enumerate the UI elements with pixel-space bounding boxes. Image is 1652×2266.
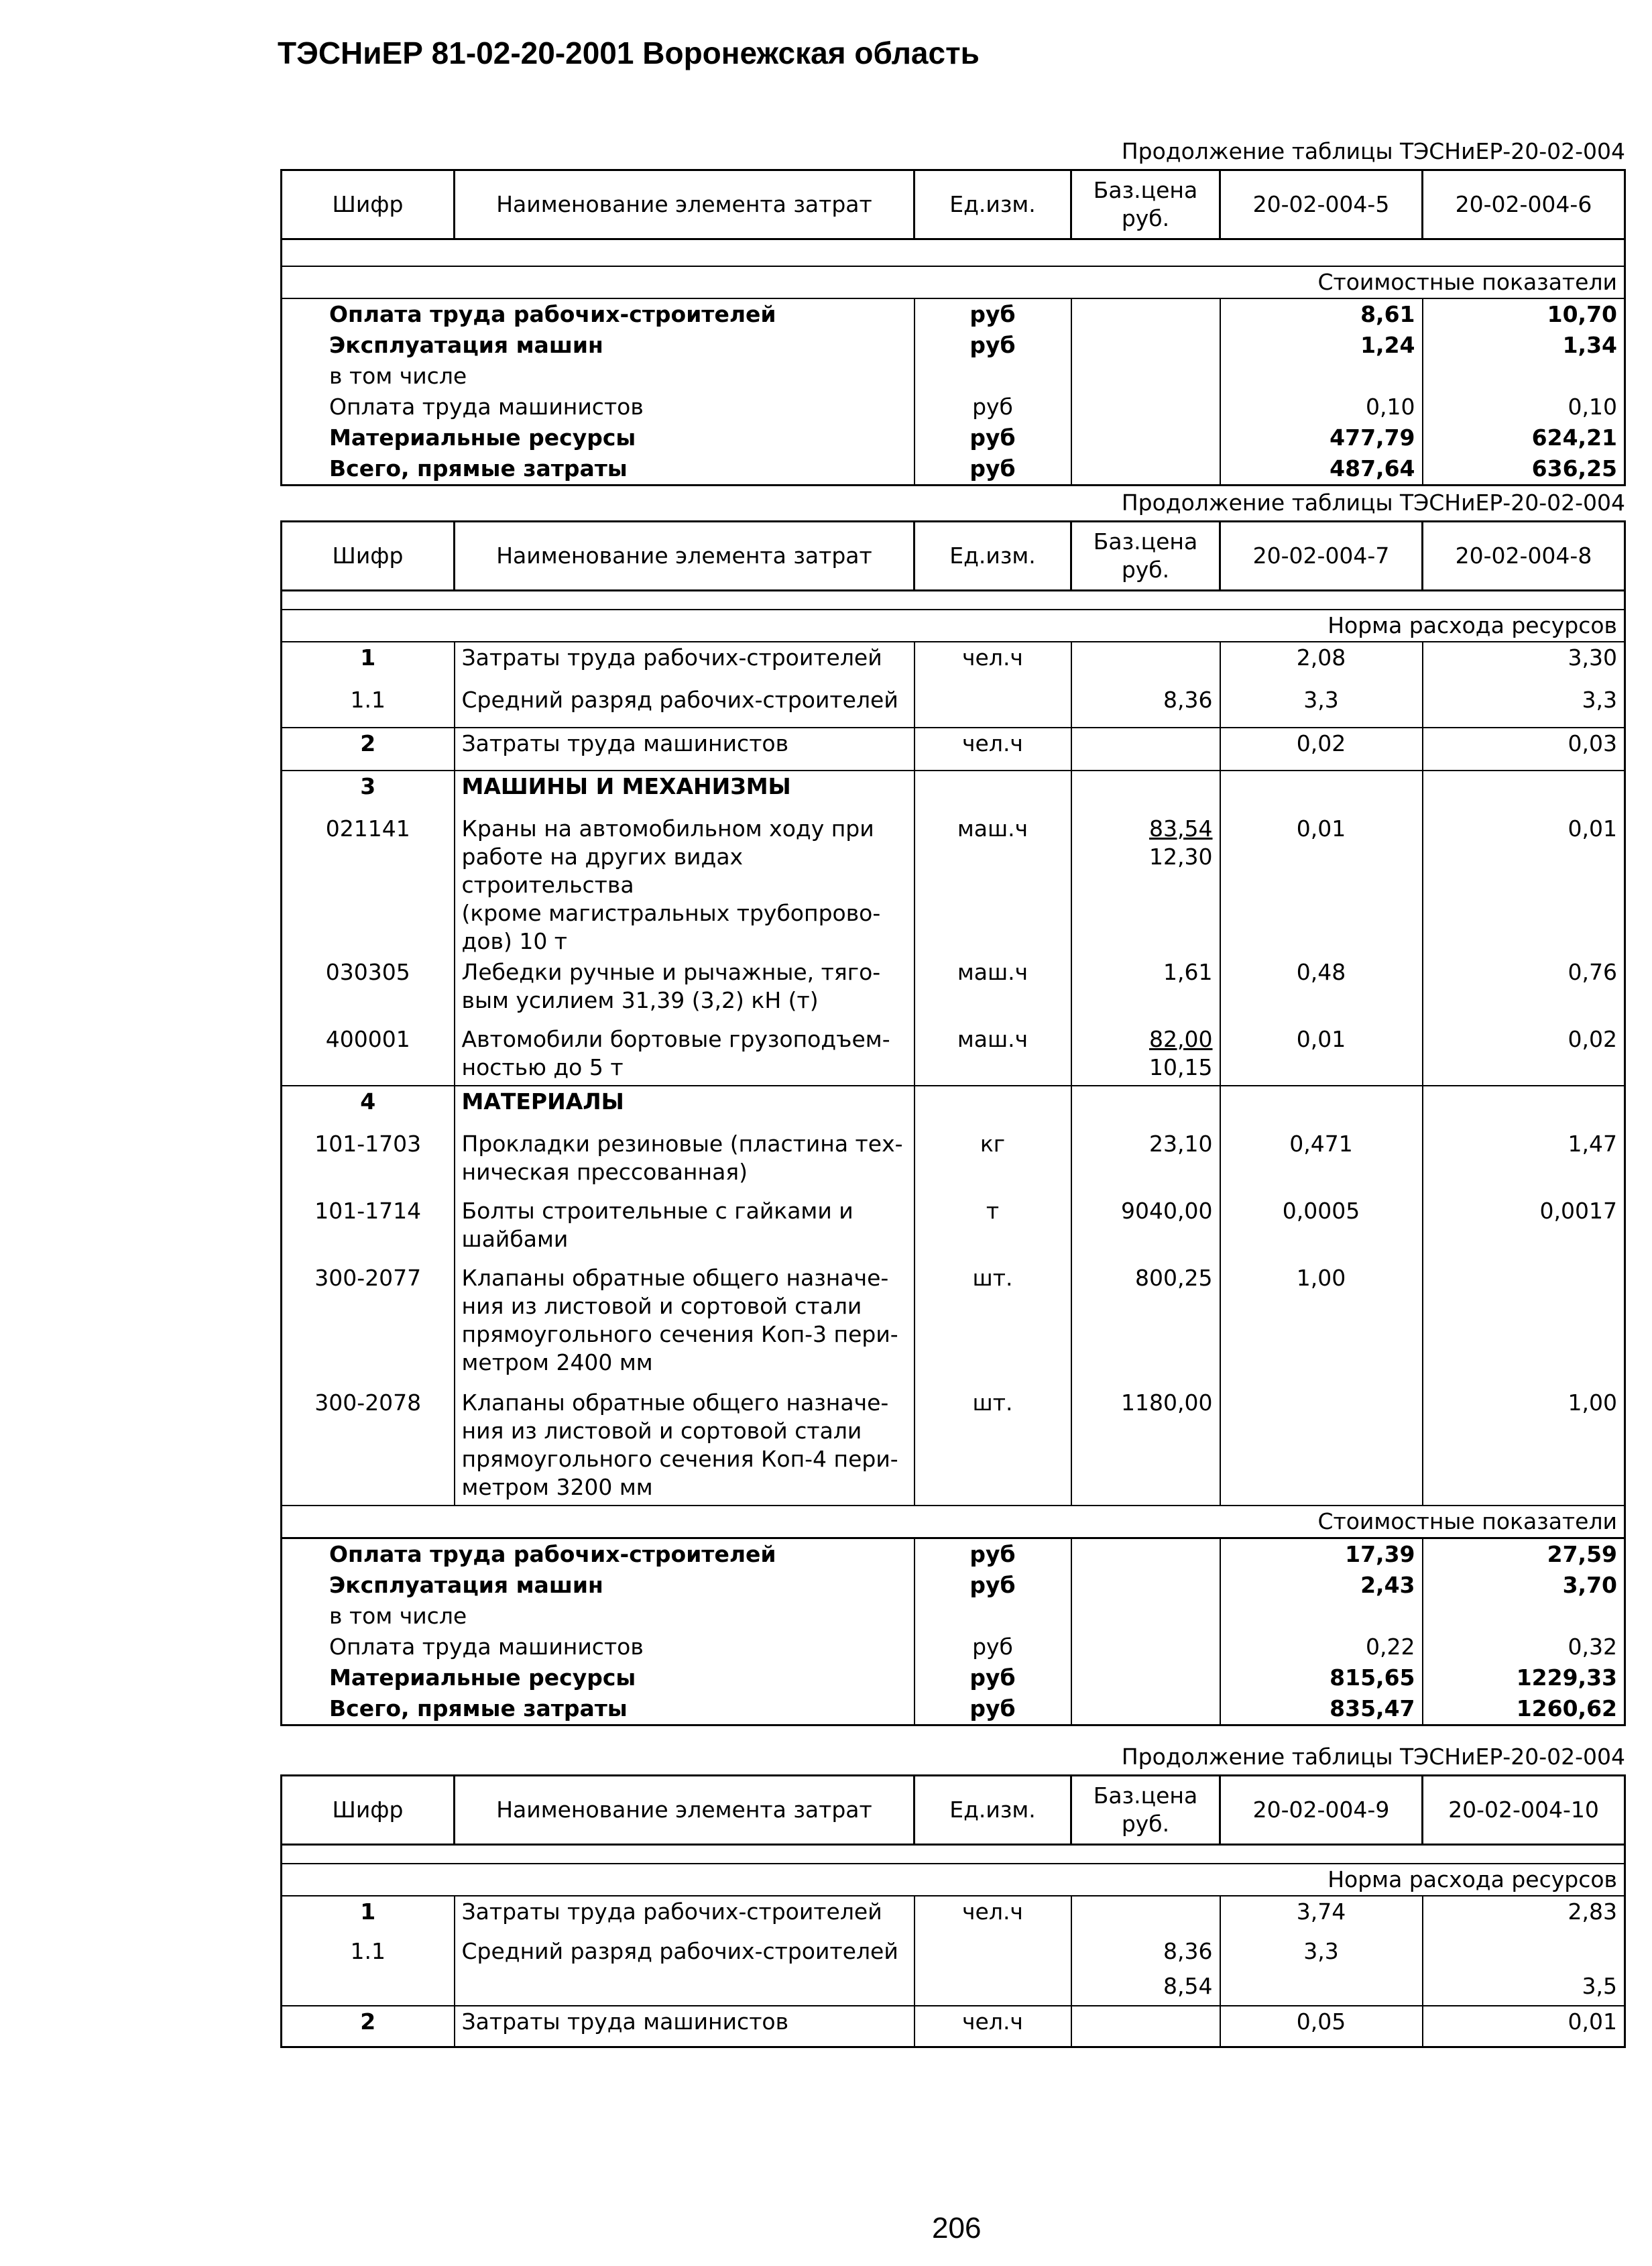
table-header — [282, 170, 1625, 239]
row-value-b: 1229,33 — [1423, 1662, 1625, 1693]
table-row — [282, 361, 1625, 392]
row-value-b — [1423, 1263, 1625, 1387]
row-value-b: 0,01 — [1423, 2006, 1625, 2047]
header-unit: Ед.изм. — [914, 170, 1071, 239]
row-value-a: 2,08 — [1220, 642, 1423, 685]
header-col-a: 20-02-004-5 — [1220, 170, 1423, 239]
row-unit: руб — [914, 298, 1071, 330]
table-row — [282, 771, 1625, 813]
header-col-b: 20-02-004-10 — [1423, 1776, 1625, 1845]
table-row — [282, 1538, 1625, 1570]
section-cost-label: Стоимостные показатели — [282, 266, 1625, 298]
row-value-a: 835,47 — [1220, 1693, 1423, 1725]
row-name: Лебедки ручные и рычажные, тяго- вым усилием 31,39 (3,2) кН (т) — [455, 957, 914, 1024]
row-value-b: 2,83 — [1423, 1896, 1625, 1936]
row-value-a: 3,74 — [1220, 1896, 1423, 1936]
section-norm-label: Норма расхода ресурсов — [282, 610, 1625, 642]
row-unit: шт. — [914, 1263, 1071, 1387]
row-name: Эксплуатация машин — [282, 330, 914, 361]
row-value-a: 8,61 — [1220, 298, 1423, 330]
row-unit: т — [914, 1196, 1071, 1263]
row-value-b: 3,3 — [1423, 685, 1625, 728]
cost-table-3 — [280, 1774, 1626, 2048]
table-row — [282, 1693, 1625, 1725]
table-row — [282, 1024, 1625, 1086]
row-unit: шт. — [914, 1387, 1071, 1506]
row-value-a: 2,43 — [1220, 1570, 1423, 1601]
row-code: 300-2077 — [282, 1263, 455, 1387]
row-name: Средний разряд рабочих-строителей — [455, 1936, 914, 2006]
table-row — [282, 392, 1625, 422]
row-value-a: 0,471 — [1220, 1129, 1423, 1196]
row-code: 3 — [282, 771, 455, 813]
table-row — [282, 1263, 1625, 1387]
row-name: Затраты труда рабочих-строителей — [455, 642, 914, 685]
continuation-label-3: Продолжение таблицы ТЭСНиЕР-20-02-004 — [1121, 1744, 1625, 1770]
row-value-a: 17,39 — [1220, 1538, 1423, 1570]
row-price: 1,61 — [1071, 957, 1220, 1024]
row-code: 300-2078 — [282, 1387, 455, 1506]
row-value-a: 1,00 — [1220, 1263, 1423, 1387]
row-value-a: 0,02 — [1220, 728, 1423, 771]
row-name: Материальные ресурсы — [282, 1662, 914, 1693]
row-value-b: 0,76 — [1423, 957, 1625, 1024]
row-unit: руб — [914, 422, 1071, 453]
row-unit: маш.ч — [914, 957, 1071, 1024]
section-norm-label: Норма расхода ресурсов — [282, 1864, 1625, 1896]
row-value-b: 0,01 — [1423, 813, 1625, 957]
row-unit: чел.ч — [914, 1896, 1071, 1936]
row-code: 1 — [282, 642, 455, 685]
row-name: Оплата труда машинистов — [282, 392, 914, 422]
row-unit: чел.ч — [914, 2006, 1071, 2047]
row-price: 1180,00 — [1071, 1387, 1220, 1506]
table-row — [282, 1086, 1625, 1129]
row-value-a: 1,24 — [1220, 330, 1423, 361]
row-name: Оплата труда рабочих-строителей — [282, 298, 914, 330]
row-value-b: 3,70 — [1423, 1570, 1625, 1601]
row-code: 2 — [282, 728, 455, 771]
row-code: 030305 — [282, 957, 455, 1024]
continuation-label-2: Продолжение таблицы ТЭСНиЕР-20-02-004 — [1121, 490, 1625, 516]
row-code: 1.1 — [282, 1936, 455, 2006]
row-value-a: 477,79 — [1220, 422, 1423, 453]
section-cost-label: Стоимостные показатели — [282, 1506, 1625, 1538]
row-unit: чел.ч — [914, 728, 1071, 771]
row-name: Эксплуатация машин — [282, 1570, 914, 1601]
header-name: Наименование элемента затрат — [455, 1776, 914, 1845]
row-unit: чел.ч — [914, 642, 1071, 685]
row-code: 4 — [282, 1086, 455, 1129]
table-row — [282, 1387, 1625, 1506]
table-row — [282, 330, 1625, 361]
table-row — [282, 298, 1625, 330]
table-row — [282, 1896, 1625, 1936]
row-unit: руб — [914, 1570, 1071, 1601]
cost-table-1 — [280, 169, 1626, 486]
row-value-b: 0,02 — [1423, 1024, 1625, 1086]
row-name: Материальные ресурсы — [282, 422, 914, 453]
row-value-a: 0,10 — [1220, 392, 1423, 422]
row-value-b: 3,5 — [1423, 1936, 1625, 2006]
row-name: Затраты труда машинистов — [455, 2006, 914, 2047]
table-header — [282, 522, 1625, 591]
row-name: в том числе — [282, 1601, 914, 1632]
row-code: 1 — [282, 1896, 455, 1936]
row-name: Клапаны обратные общего назначе- ния из листовой и сортовой стали прямоугольного сечения Коп-3 пери- метром 2400 мм — [455, 1263, 914, 1387]
table-row — [282, 813, 1625, 957]
table-row — [282, 1601, 1625, 1632]
table-row — [282, 1662, 1625, 1693]
page-number: 206 — [932, 2212, 982, 2245]
row-value-a: 0,22 — [1220, 1632, 1423, 1662]
header-code: Шифр — [282, 1776, 455, 1845]
row-name: Прокладки резиновые (пластина тех- ническая прессованная) — [455, 1129, 914, 1196]
row-price: 83,54 12,30 — [1071, 813, 1220, 957]
section-name: МАТЕРИАЛЫ — [455, 1086, 914, 1129]
row-price: 8,36 — [1071, 685, 1220, 728]
table-row — [282, 422, 1625, 453]
row-value-a — [1220, 1387, 1423, 1506]
table-row — [282, 1570, 1625, 1601]
row-value-a: 0,48 — [1220, 957, 1423, 1024]
row-value-b: 0,32 — [1423, 1632, 1625, 1662]
row-value-a: 487,64 — [1220, 453, 1423, 486]
row-name: Средний разряд рабочих-строителей — [455, 685, 914, 728]
row-value-b: 636,25 — [1423, 453, 1625, 486]
header-name: Наименование элемента затрат — [455, 522, 914, 591]
header-unit: Ед.изм. — [914, 522, 1071, 591]
row-value-a: 3,3 — [1220, 685, 1423, 728]
table-row — [282, 728, 1625, 771]
row-value-b: 1,00 — [1423, 1387, 1625, 1506]
header-name: Наименование элемента затрат — [455, 170, 914, 239]
row-unit: руб — [914, 1538, 1071, 1570]
row-value-b: 10,70 — [1423, 298, 1625, 330]
header-price: Баз.цена руб. — [1071, 522, 1220, 591]
table-row — [282, 1936, 1625, 2006]
table-row — [282, 957, 1625, 1024]
row-name: Автомобили бортовые грузоподъем- ностью до 5 т — [455, 1024, 914, 1086]
table-row — [282, 642, 1625, 685]
row-unit: маш.ч — [914, 813, 1071, 957]
row-name: Оплата труда рабочих-строителей — [282, 1538, 914, 1570]
row-name: в том числе — [282, 361, 914, 392]
row-value-a: 0,05 — [1220, 2006, 1423, 2047]
row-unit: руб — [914, 330, 1071, 361]
row-code: 101-1714 — [282, 1196, 455, 1263]
row-value-b: 1,34 — [1423, 330, 1625, 361]
header-col-b: 20-02-004-8 — [1423, 522, 1625, 591]
table-row — [282, 685, 1625, 728]
header-col-a: 20-02-004-7 — [1220, 522, 1423, 591]
row-value-b: 1260,62 — [1423, 1693, 1625, 1725]
header-col-b: 20-02-004-6 — [1423, 170, 1625, 239]
header-code: Шифр — [282, 522, 455, 591]
row-unit: руб — [914, 1693, 1071, 1725]
row-name: Затраты труда машинистов — [455, 728, 914, 771]
section-name: МАШИНЫ И МЕХАНИЗМЫ — [455, 771, 914, 813]
row-unit: кг — [914, 1129, 1071, 1196]
row-name: Затраты труда рабочих-строителей — [455, 1896, 914, 1936]
row-code: 2 — [282, 2006, 455, 2047]
row-price: 9040,00 — [1071, 1196, 1220, 1263]
header-code: Шифр — [282, 170, 455, 239]
row-value-a: 815,65 — [1220, 1662, 1423, 1693]
row-code: 021141 — [282, 813, 455, 957]
row-name: Краны на автомобильном ходу при работе на других видах строительства (кроме магистральных трубопрово- дов) 10 т — [455, 813, 914, 957]
row-name: Всего, прямые затраты — [282, 1693, 914, 1725]
row-value-b: 0,10 — [1423, 392, 1625, 422]
row-unit: руб — [914, 1632, 1071, 1662]
header-price: Баз.цена руб. — [1071, 170, 1220, 239]
continuation-label-1: Продолжение таблицы ТЭСНиЕР-20-02-004 — [1121, 138, 1625, 164]
table-row — [282, 453, 1625, 486]
row-value-b: 1,47 — [1423, 1129, 1625, 1196]
table-row — [282, 1632, 1625, 1662]
row-value-a: 3,3 — [1220, 1936, 1423, 2006]
row-price: 8,36 8,54 — [1071, 1936, 1220, 2006]
row-value-a: 0,01 — [1220, 813, 1423, 957]
row-code: 101-1703 — [282, 1129, 455, 1196]
row-price: 23,10 — [1071, 1129, 1220, 1196]
row-price: 82,00 10,15 — [1071, 1024, 1220, 1086]
row-value-b: 0,03 — [1423, 728, 1625, 771]
table-header — [282, 1776, 1625, 1845]
cost-table-2 — [280, 520, 1626, 1726]
row-value-a: 0,0005 — [1220, 1196, 1423, 1263]
row-name: Болты строительные с гайками и шайбами — [455, 1196, 914, 1263]
header-unit: Ед.изм. — [914, 1776, 1071, 1845]
row-unit: маш.ч — [914, 1024, 1071, 1086]
row-unit: руб — [914, 1662, 1071, 1693]
row-value-b: 3,30 — [1423, 642, 1625, 685]
row-code: 400001 — [282, 1024, 455, 1086]
row-name: Оплата труда машинистов — [282, 1632, 914, 1662]
table-row — [282, 1196, 1625, 1263]
row-value-b: 0,0017 — [1423, 1196, 1625, 1263]
row-price: 800,25 — [1071, 1263, 1220, 1387]
row-value-b: 624,21 — [1423, 422, 1625, 453]
row-name: Клапаны обратные общего назначе- ния из листовой и сортовой стали прямоугольного сечения Коп-4 пери- метром 3200 мм — [455, 1387, 914, 1506]
row-value-a: 0,01 — [1220, 1024, 1423, 1086]
header-price: Баз.цена руб. — [1071, 1776, 1220, 1845]
row-code: 1.1 — [282, 685, 455, 728]
document-title: ТЭСНиЕР 81-02-20-2001 Воронежская область — [278, 36, 980, 70]
table-row — [282, 1129, 1625, 1196]
row-name: Всего, прямые затраты — [282, 453, 914, 486]
table-row — [282, 2006, 1625, 2047]
row-unit: руб — [914, 392, 1071, 422]
header-col-a: 20-02-004-9 — [1220, 1776, 1423, 1845]
row-value-b: 27,59 — [1423, 1538, 1625, 1570]
row-unit: руб — [914, 453, 1071, 486]
